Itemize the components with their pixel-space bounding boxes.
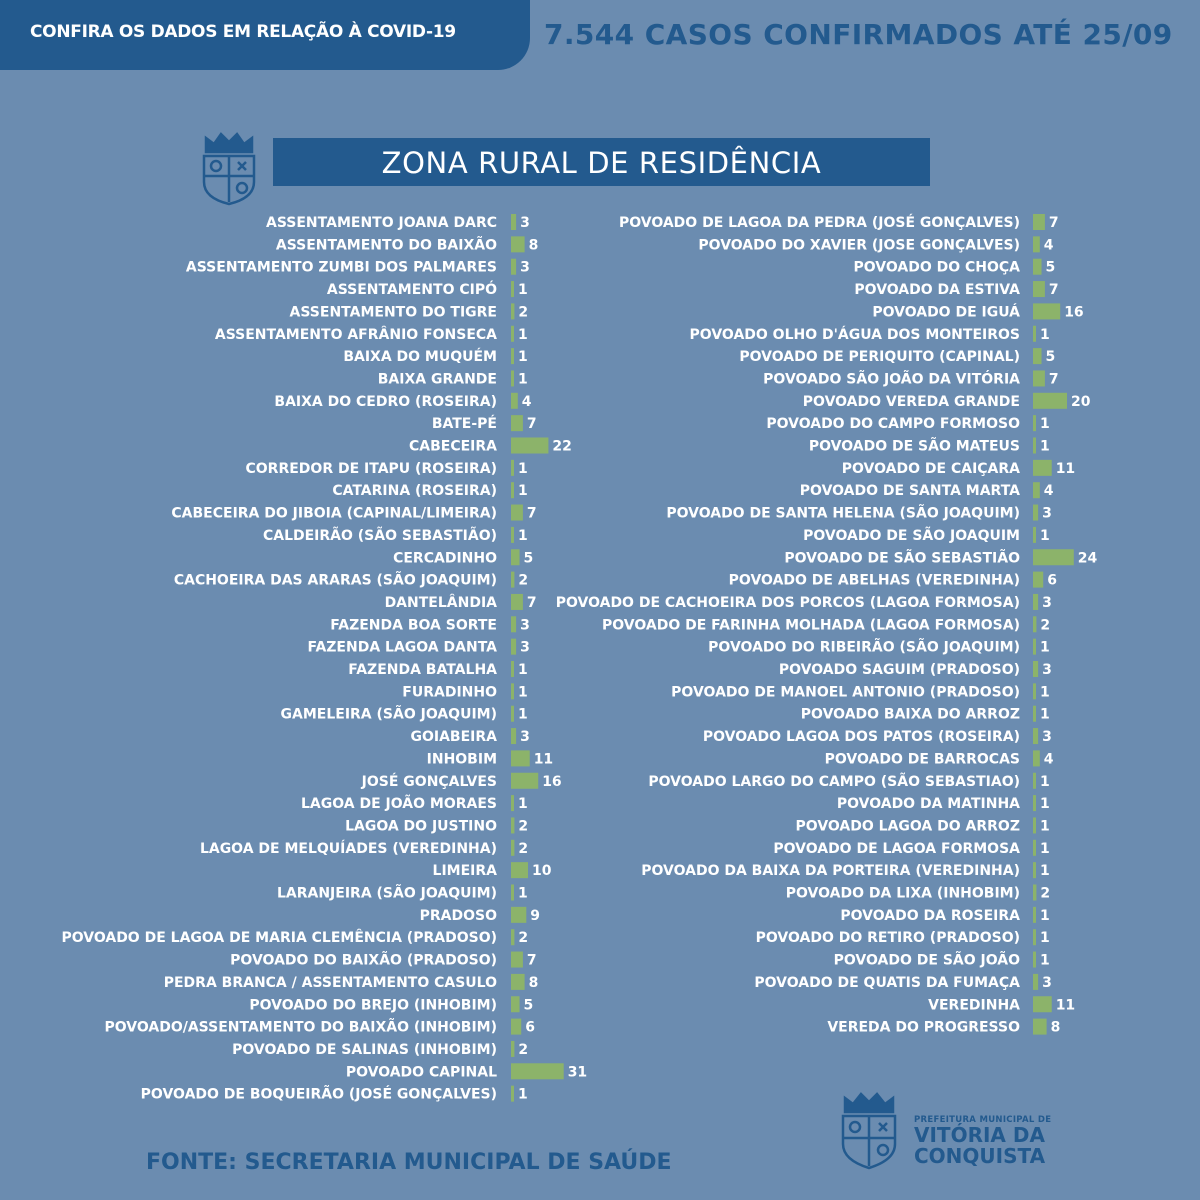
value-label: 1 (1040, 773, 1050, 790)
bar (1033, 482, 1040, 498)
bar (1033, 885, 1036, 901)
value-label: 5 (1045, 259, 1056, 276)
value-label: 1 (518, 684, 528, 701)
brand-small-text: PREFEITURA MUNICIPAL DE (914, 1115, 1052, 1125)
bar (1033, 750, 1040, 766)
bar (1033, 348, 1042, 364)
bar (511, 438, 548, 454)
category-label: VEREDA DO PROGRESSO (827, 1019, 1020, 1036)
category-label: POVOADO DE SÃO JOÃO (833, 952, 1020, 969)
value-label: 1 (518, 349, 528, 366)
bar (511, 639, 516, 655)
category-label: POVOADO DE QUATIS DA FUMAÇA (754, 974, 1020, 991)
category-label: POVOADO BAIXA DO ARROZ (800, 706, 1020, 723)
category-label: POVOADO DO XAVIER (JOSE GONÇALVES) (698, 237, 1020, 254)
category-label: POVOADO DA BAIXA DA PORTEIRA (VEREDINHA) (641, 863, 1020, 880)
value-label: 2 (1040, 617, 1051, 634)
value-label: 1 (1040, 907, 1050, 924)
category-label: POVOADO DE SÃO SEBASTIÃO (784, 550, 1020, 567)
chart-title: ZONA RURAL DE RESIDÊNCIA (381, 146, 822, 180)
value-label: 1 (1040, 416, 1050, 433)
value-label: 7 (526, 505, 537, 522)
bar (1033, 996, 1052, 1012)
bar (511, 549, 520, 565)
value-label: 1 (518, 371, 528, 388)
bar (511, 1063, 564, 1079)
category-label: ASSENTAMENTO JOANA DARC (266, 215, 497, 231)
category-label: POVOADO SAGUIM (PRADOSO) (778, 662, 1020, 678)
bar (1033, 281, 1045, 297)
value-label: 7 (1048, 282, 1059, 299)
category-label: POVOADO DO CHOÇA (853, 259, 1020, 276)
value-label: 2 (518, 818, 529, 835)
bar (511, 393, 518, 409)
category-label: POVOADO DO RIBEIRÃO (SÃO JOAQUIM) (708, 639, 1020, 656)
category-label: POVOADO DE FARINHA MOLHADA (LAGOA FORMOSA) (601, 617, 1020, 634)
value-label: 1 (518, 885, 528, 902)
bar (511, 862, 528, 878)
bar (1033, 393, 1067, 409)
value-label: 31 (567, 1064, 588, 1081)
brand-line-2: CONQUISTA (914, 1144, 1046, 1168)
bar (511, 572, 514, 588)
bar (511, 415, 523, 431)
category-label: FAZENDA BATALHA (348, 662, 497, 678)
bar (1033, 974, 1038, 990)
bar (1033, 303, 1060, 319)
bar (511, 1041, 514, 1057)
category-label: POVOADO DE SÃO MATEUS (808, 438, 1020, 455)
bar (511, 527, 514, 543)
bar (511, 482, 514, 498)
category-label: FURADINHO (402, 684, 497, 701)
value-label: 1 (518, 796, 528, 813)
category-label: POVOADO DE SANTA HELENA (SÃO JOAQUIM) (666, 505, 1020, 522)
category-label: PRADOSO (419, 907, 497, 924)
value-label: 22 (552, 438, 572, 455)
category-label: ASSENTAMENTO DO TIGRE (289, 304, 497, 321)
bar (1033, 505, 1038, 521)
value-label: 16 (542, 773, 562, 790)
value-label: 1 (518, 706, 528, 723)
header-title: CONFIRA OS DADOS EM RELAÇÃO À COVID-19 (30, 22, 456, 42)
bar (511, 885, 514, 901)
category-label: POVOADO OLHO D'ÁGUA DOS MONTEIROS (689, 326, 1020, 343)
category-label: GOIABEIRA (410, 729, 497, 746)
value-label: 9 (530, 907, 541, 924)
value-label: 3 (520, 617, 530, 634)
value-label: 11 (1055, 997, 1076, 1014)
value-label: 3 (1042, 729, 1052, 746)
category-label: CACHOEIRA DAS ARARAS (SÃO JOAQUIM) (173, 572, 497, 589)
category-label: POVOADO CAPINAL (345, 1064, 497, 1081)
value-label: 1 (518, 527, 528, 544)
value-label: 5 (1045, 349, 1056, 366)
value-label: 1 (1040, 952, 1050, 969)
value-label: 2 (518, 572, 529, 589)
bar (511, 236, 525, 252)
bar (511, 259, 516, 275)
value-label: 3 (1042, 594, 1052, 611)
bar (1033, 795, 1036, 811)
confirmed-cases-headline: 7.544 CASOS CONFIRMADOS ATÉ 25/09 (544, 18, 1173, 51)
value-label: 2 (1040, 885, 1051, 902)
bar (1033, 862, 1036, 878)
prefeitura-brand (914, 1115, 1051, 1167)
category-label: POVOADO DO CAMPO FORMOSO (766, 416, 1020, 433)
prefeitura-crest-icon (833, 1090, 905, 1170)
bar (1033, 817, 1036, 833)
value-label: 10 (532, 863, 552, 880)
bar (511, 303, 514, 319)
bar (1033, 259, 1042, 275)
category-label: JOSÉ GONÇALVES (361, 773, 497, 790)
bar (511, 616, 516, 632)
bar (511, 929, 514, 945)
value-label: 4 (521, 393, 532, 410)
category-label: LAGOA DE MELQUÍADES (VEREDINHA) (199, 840, 497, 857)
bar (511, 996, 520, 1012)
value-label: 8 (528, 237, 539, 254)
category-label: POVOADO DO BAIXÃO (PRADOSO) (230, 952, 497, 969)
value-label: 1 (1040, 840, 1050, 857)
bar (1033, 438, 1036, 454)
category-label: POVOADO DE LAGOA FORMOSA (773, 840, 1020, 857)
category-label: POVOADO DO RETIRO (PRADOSO) (755, 930, 1020, 947)
bar (511, 840, 514, 856)
category-label: DANTELÂNDIA (384, 594, 497, 611)
value-label: 1 (1040, 863, 1050, 880)
bar (1033, 214, 1045, 230)
value-label: 4 (1043, 483, 1054, 500)
value-label: 1 (1040, 326, 1050, 343)
bar (511, 952, 523, 968)
category-label: BAIXA DO MUQUÉM (343, 349, 497, 366)
value-label: 1 (1040, 818, 1050, 835)
category-label: VEREDINHA (928, 997, 1020, 1014)
category-label: CORREDOR DE ITAPU (ROSEIRA) (245, 460, 497, 477)
category-label: CABECEIRA DO JIBOIA (CAPINAL/LIMEIRA) (171, 505, 497, 522)
bar (1033, 616, 1036, 632)
value-label: 24 (1077, 550, 1098, 567)
value-label: 1 (518, 1086, 528, 1103)
bar (1033, 594, 1038, 610)
value-label: 3 (520, 259, 530, 276)
value-label: 7 (1048, 215, 1059, 231)
value-label: 2 (518, 840, 529, 857)
value-label: 7 (1048, 371, 1059, 388)
bar (1033, 370, 1045, 386)
category-label: POVOADO DA ESTIVA (854, 282, 1020, 299)
category-label: BAIXA GRANDE (377, 371, 497, 388)
category-label: LARANJEIRA (SÃO JOAQUIM) (276, 885, 497, 902)
bar (1033, 683, 1036, 699)
bar (511, 661, 514, 677)
bar (1033, 639, 1036, 655)
value-label: 20 (1071, 393, 1091, 410)
value-label: 2 (518, 1041, 529, 1058)
category-label: POVOADO DE PERIQUITO (CAPINAL) (739, 349, 1020, 366)
value-label: 1 (1040, 639, 1050, 656)
bar (511, 505, 523, 521)
value-label: 1 (1040, 438, 1050, 455)
category-label: POVOADO/ASSENTAMENTO DO BAIXÃO (INHOBIM) (104, 1019, 497, 1036)
category-label: GAMELEIRA (SÃO JOAQUIM) (280, 706, 497, 723)
category-label: POVOADO DE BOQUEIRÃO (JOSÉ GONÇALVES) (140, 1086, 497, 1103)
value-label: 3 (1042, 505, 1052, 522)
value-label: 1 (518, 282, 528, 299)
category-label: POVOADO DE CACHOEIRA DOS PORCOS (LAGOA FORMOSA) (555, 594, 1020, 611)
bar (511, 817, 514, 833)
category-label: CALDEIRÃO (SÃO SEBASTIÃO) (262, 527, 497, 544)
bar (511, 594, 523, 610)
category-label: CABECEIRA (408, 438, 497, 455)
category-label: POVOADO DE LAGOA DE MARIA CLEMÊNCIA (PRADOSO) (61, 930, 497, 947)
bar (1033, 415, 1036, 431)
value-label: 2 (518, 304, 529, 321)
bar (511, 683, 514, 699)
value-label: 11 (1055, 460, 1076, 477)
category-label: BAIXA DO CEDRO (ROSEIRA) (274, 393, 497, 410)
bar (511, 706, 514, 722)
bar (1033, 907, 1036, 923)
category-label: POVOADO DE MANOEL ANTONIO (PRADOSO) (671, 684, 1020, 701)
bar (511, 460, 514, 476)
value-label: 6 (1047, 572, 1057, 589)
value-label: 6 (525, 1019, 535, 1036)
value-label: 1 (518, 483, 528, 500)
category-label: POVOADO SÃO JOÃO DA VITÓRIA (763, 371, 1020, 388)
bar (1033, 728, 1038, 744)
bar (511, 326, 514, 342)
value-label: 7 (526, 416, 537, 433)
category-label: LAGOA DO JUSTINO (345, 818, 497, 835)
value-label: 1 (1040, 796, 1050, 813)
value-label: 1 (1040, 930, 1050, 947)
value-label: 16 (1064, 304, 1084, 321)
value-label: 1 (518, 460, 528, 477)
category-label: CATARINA (ROSEIRA) (332, 483, 497, 500)
bar (1033, 1019, 1047, 1035)
value-label: 4 (1043, 751, 1054, 768)
bar (511, 974, 525, 990)
bar (1033, 773, 1036, 789)
category-label: POVOADO LAGOA DOS PATOS (ROSEIRA) (702, 729, 1020, 746)
bar (511, 281, 514, 297)
category-label: POVOADO DE CAIÇARA (841, 460, 1020, 477)
bar (511, 1019, 521, 1035)
bar (511, 750, 530, 766)
category-label: LAGOA DE JOÃO MORAES (301, 796, 497, 813)
category-label: POVOADO DE SANTA MARTA (799, 483, 1020, 500)
category-label: POVOADO DA MATINHA (836, 796, 1020, 813)
category-label: POVOADO DE SÃO JOAQUIM (803, 527, 1020, 544)
category-label: FAZENDA LAGOA DANTA (307, 639, 497, 656)
value-label: 3 (520, 215, 530, 231)
category-label: ASSENTAMENTO AFRÂNIO FONSECA (214, 326, 497, 343)
category-label: POVOADO DA ROSEIRA (840, 907, 1020, 924)
category-label: POVOADO DE ABELHAS (VEREDINHA) (728, 572, 1020, 589)
brand-line-1: VITÓRIA DA (914, 1123, 1045, 1147)
bar (1033, 840, 1036, 856)
category-label: POVOADO DO BREJO (INHOBIM) (249, 997, 497, 1014)
category-label: POVOADO LARGO DO CAMPO (SÃO SEBASTIAO) (648, 773, 1020, 790)
bar (1033, 527, 1036, 543)
value-label: 5 (523, 550, 534, 567)
value-label: 3 (520, 729, 530, 746)
category-label: BATE-PÉ (431, 416, 497, 433)
category-label: POVOADO DE SALINAS (INHOBIM) (232, 1041, 497, 1058)
category-label: POVOADO DE IGUÁ (872, 304, 1020, 321)
category-label: CERCADINHO (393, 550, 497, 567)
value-label: 1 (1040, 527, 1050, 544)
category-label: FAZENDA BOA SORTE (330, 617, 497, 634)
bar (511, 728, 516, 744)
value-label: 1 (518, 326, 528, 343)
value-label: 4 (1043, 237, 1054, 254)
bar (511, 348, 514, 364)
bar (511, 1086, 514, 1102)
value-label: 8 (528, 974, 539, 991)
category-label: ASSENTAMENTO ZUMBI DOS PALMARES (185, 259, 497, 276)
value-label: 7 (526, 952, 537, 969)
category-label: POVOADO DE BARROCAS (824, 751, 1020, 768)
bar (511, 907, 526, 923)
bar (1033, 572, 1043, 588)
bar (1033, 326, 1036, 342)
value-label: 5 (523, 997, 534, 1014)
value-label: 1 (1040, 684, 1050, 701)
value-label: 2 (518, 930, 529, 947)
category-label: ASSENTAMENTO CIPÓ (326, 282, 497, 299)
category-label: POVOADO VEREDA GRANDE (802, 393, 1020, 410)
category-label: POVOADO LAGOA DO ARROZ (795, 818, 1020, 835)
value-label: 1 (518, 662, 528, 678)
bar (1033, 661, 1038, 677)
category-label: INHOBIM (426, 751, 497, 768)
value-label: 3 (520, 639, 530, 656)
category-label: LIMEIRA (432, 863, 497, 880)
category-label: POVOADO DE LAGOA DA PEDRA (JOSÉ GONÇALVES) (618, 215, 1020, 231)
category-label: PEDRA BRANCA / ASSENTAMENTO CASULO (163, 974, 497, 991)
category-label: POVOADO DA LIXA (INHOBIM) (785, 885, 1020, 902)
bar (1033, 929, 1036, 945)
value-label: 8 (1050, 1019, 1061, 1036)
source-footnote: FONTE: SECRETARIA MUNICIPAL DE SAÚDE (146, 1150, 672, 1175)
bar (511, 795, 514, 811)
value-label: 3 (1042, 974, 1052, 991)
value-label: 11 (533, 751, 554, 768)
bar (511, 773, 538, 789)
bar (1033, 952, 1036, 968)
bar (1033, 549, 1074, 565)
bar (1033, 706, 1036, 722)
bar (1033, 460, 1052, 476)
category-label: ASSENTAMENTO DO BAIXÃO (275, 237, 497, 254)
bar (1033, 236, 1040, 252)
value-label: 1 (1040, 706, 1050, 723)
bar (511, 370, 514, 386)
value-label: 7 (526, 594, 537, 611)
bar (511, 214, 516, 230)
value-label: 3 (1042, 662, 1052, 678)
